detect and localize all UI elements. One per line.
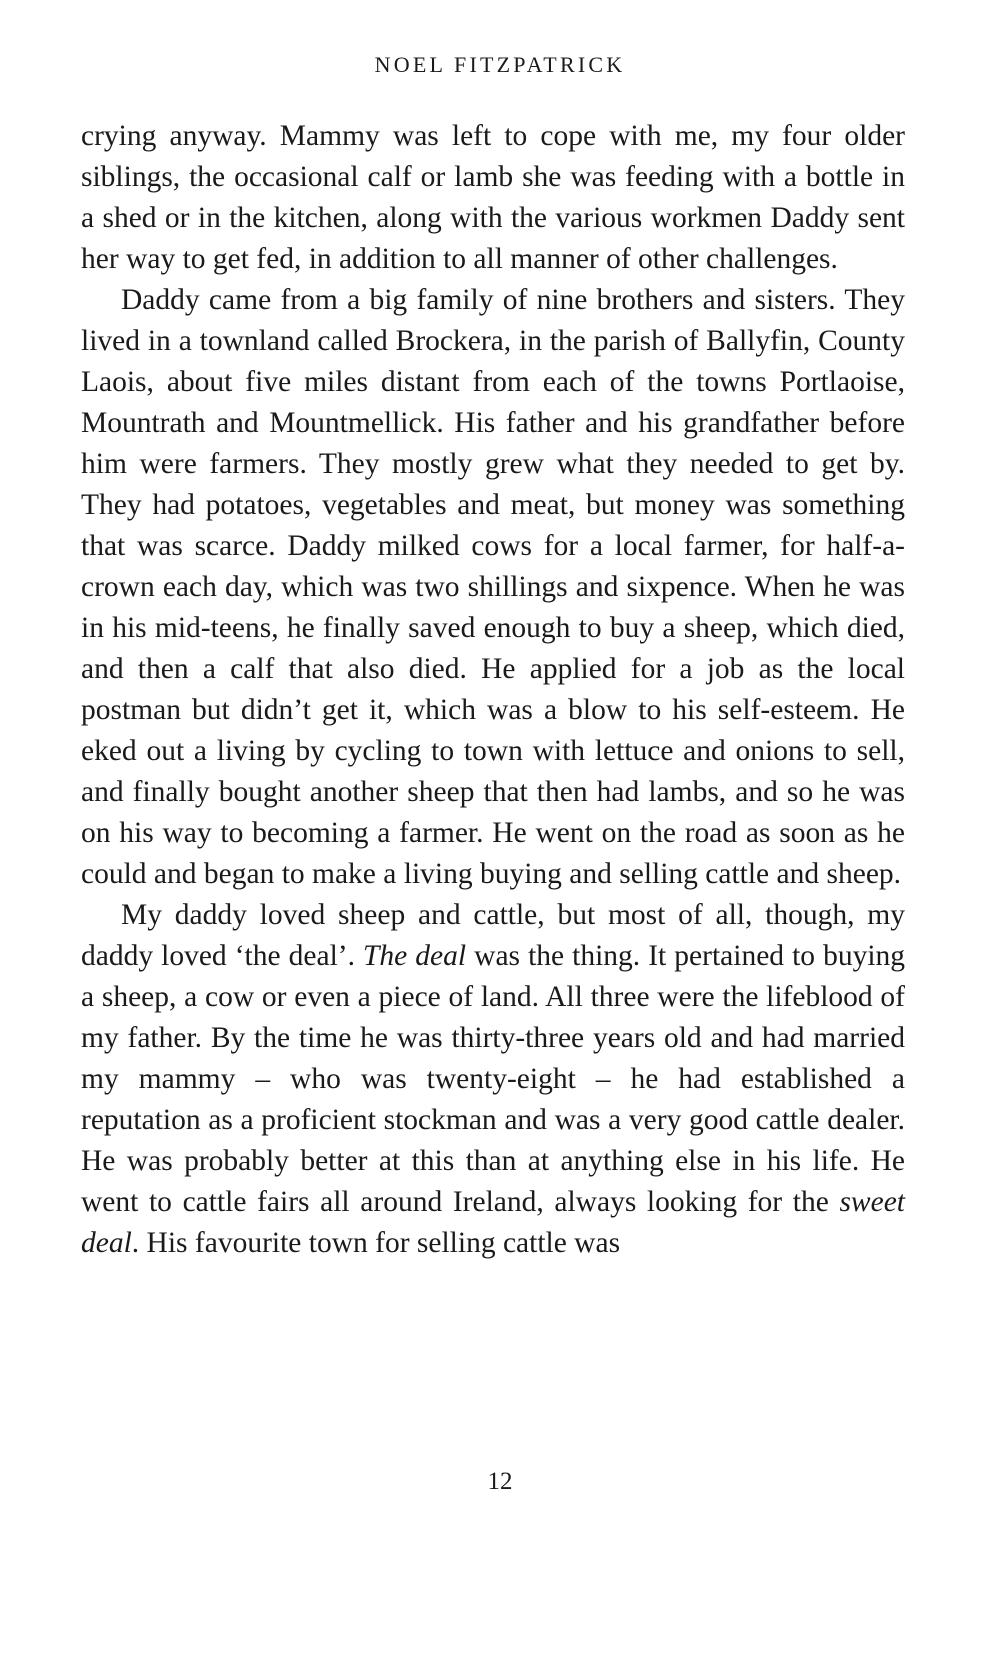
- paragraph-3-text-a: My daddy loved sheep and cattle, but most of all, though, my daddy loved ‘the deal’.: [81, 899, 905, 972]
- paragraph-3: [81, 895, 905, 1264]
- paragraph-3-text-b: was the thing. It pertained to buying a sheep, a cow or even a piece of land. All three were the lifeblood of my father. By the time he was thirty-three years old and had married my mammy – who was twenty-eight – he had established a reputation as a proficient stockman and was a very good cattle dealer. He was probably better at this than at anything else in his life. He went to cattle fairs all around Ireland, always looking for the: [81, 940, 906, 1218]
- paragraph-2: Daddy came from a big family of nine brothers and sisters. They lived in a townland called Brockera, in the parish of Ballyfin, County Laois, about five miles distant from each of the towns Portlaoise, Mountrath and Mountmellick. His father and his grandfather before him were farmers. They mostly grew what they needed to get by. They had potatoes, vegetables and meat, but money was something that was scarce. Daddy milked cows for a local farmer, for half-a-crown each day, which was two shillings and sixpence. When he was in his mid-teens, he finally saved enough to buy a sheep, which died, and then a calf that also died. He applied for a job as the local postman but didn’t get it, which was a blow to his self-esteem. He eked out a living by cycling to town with lettuce and onions to sell, and finally bought another sheep that then had lambs, and so he was on his way to becoming a farmer. He went on the road as soon as he could and began to make a living buying and selling cattle and sheep.: [81, 284, 905, 890]
- paragraph-3-text-c: . His favourite town for selling cattle was: [131, 1227, 621, 1259]
- paragraph-1: crying anyway. Mammy was left to cope with me, my four older siblings, the occasional calf or lamb she was feeding with a bottle in a shed or in the kitchen, along with the various workmen Daddy sent her way to get fed, in addition to all manner of other challenges.: [81, 120, 905, 275]
- running-head: NOEL FITZPATRICK: [374, 52, 626, 77]
- page-number: 12: [487, 1468, 513, 1495]
- paragraph-3-italic-sweet-deal: sweet deal: [81, 1186, 905, 1259]
- paragraph-3-italic-the-deal: The deal: [363, 940, 467, 972]
- body-text: [81, 116, 905, 1264]
